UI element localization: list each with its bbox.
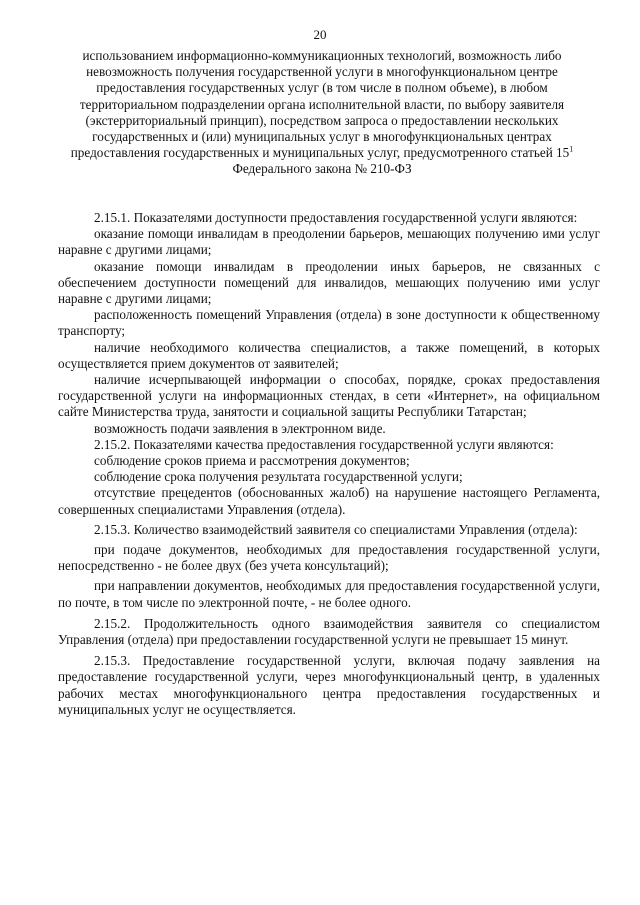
document-body — [58, 210, 600, 718]
list-item: оказание помощи инвалидам в преодолении иных барьеров, не связанных с обеспечением доступности помещений для инвалидов, мешающих получению ими услуг наравне с другими лицами; — [58, 258, 600, 307]
paragraph-2-15-3: 2.15.3. Количество взаимодействий заявителя со специалистами Управления (отдела): — [94, 521, 578, 537]
list-item: возможность подачи заявления в электронном виде. — [94, 420, 386, 436]
paragraph-2-15-3-mfc: 2.15.3. Предоставление государственной услуги, включая подачу заявления на предоставление государственной услуги, через многофункциональный центр, в удаленных рабочих местах многофункционального центра предоставления государственных и муниципальных услуг не осуществляется. — [58, 653, 600, 717]
list-item: расположенность помещений Управления (отдела) в зоне доступности к общественному транспорту; — [58, 307, 600, 339]
intro-text: использованием информационно-коммуникационных технологий, возможность либо невозможность получения государственной услуги в многофункциональном центре предоставления государственных услуг (в том числе в полном объеме), в любом территориальном подразделении органа исполнительной власти, по выбору заявителя (экстерриториальный принцип), посредством запроса о предоставлении нескольких государственных и (или) муниципальных услуг в многофункциональных центрах предоставления государственных и муниципальных услуг, предусмотренного статьей 15 — [70, 48, 570, 161]
list-item: соблюдение сроков приема и рассмотрения документов; — [94, 453, 410, 469]
list-item: соблюдение срока получения результата государственной услуги; — [94, 469, 463, 485]
list-item: оказание помощи инвалидам в преодолении барьеров, мешающих получению ими услуг наравне с другими лицами; — [58, 226, 600, 258]
page-number: 20 — [313, 27, 327, 42]
paragraph-2-15-1: 2.15.1. Показателями доступности предоставления государственной услуги являются: — [94, 210, 578, 225]
list-item: при подаче документов, необходимых для предоставления государственной услуги, непосредственно - не более двух (без учета консультаций); — [58, 542, 600, 574]
list-item: наличие необходимого количества специалистов, а также помещений, в которых осуществляется прием документов от заявителей; — [58, 339, 600, 371]
intro-paragraph — [58, 48, 586, 178]
list-item: при направлении документов, необходимых для предоставления государственной услуги, по почте, в том числе по электронной почте, - не более одного. — [58, 578, 600, 610]
intro-text-end: Федерального закона № 210-ФЗ — [232, 161, 412, 177]
list-item: наличие исчерпывающей информации о способах, порядке, сроках предоставления государственной услуги на информационных стендах, в сети «Интернет», на официальном сайте Министерства труда, занятости и социальной защиты Республики Татарстан; — [58, 372, 600, 420]
paragraph-2-15-2-duration: 2.15.2. Продолжительность одного взаимодействия заявителя со специалистом Управления (отдела) при предоставлении государственной услуги не превышает 15 минут. — [58, 615, 600, 648]
intro-superscript: 1 — [569, 144, 574, 154]
list-item: отсутствие прецедентов (обоснованных жалоб) на нарушение настоящего Регламента, совершенных специалистами Управления (отдела). — [58, 485, 600, 517]
paragraph-2-15-2: 2.15.2. Показателями качества предоставления государственной услуги являются: — [94, 436, 554, 452]
